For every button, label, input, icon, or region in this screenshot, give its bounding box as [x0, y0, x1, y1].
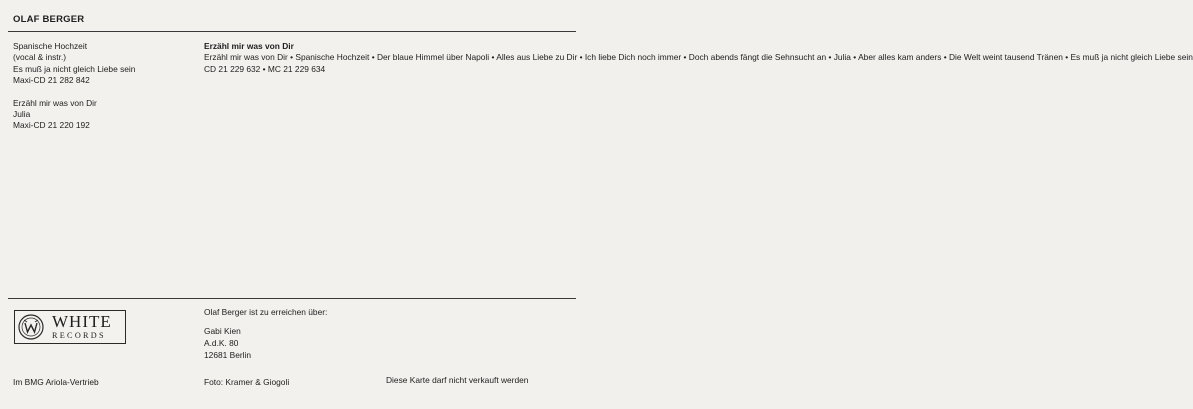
single-2-track: Julia — [13, 109, 31, 120]
logo-word-white: WHITE — [52, 312, 112, 331]
album-tracklist: Erzähl mir was von Dir • Spanische Hochzeit • Der blaue Himmel über Napoli • Alles aus Liebe zu Dir • Ich liebe Dich noch immer • Doch abends fängt die Sehnsucht an • Julia • Aber alles kam anders • Die Welt weint tausend Tränen • Es muß ja nicht gleich Liebe sein — [204, 52, 1193, 63]
single-1-note: (vocal & instr.) — [13, 52, 67, 63]
record-label-emblem-icon — [18, 314, 44, 340]
footer-rule — [8, 298, 576, 299]
contact-name: Gabi Kien — [204, 326, 241, 336]
not-for-sale-notice: Diese Karte darf nicht verkauft werden — [386, 375, 529, 385]
album-column — [204, 41, 1193, 75]
single-2-catalog: Maxi-CD 21 220 192 — [13, 120, 90, 131]
contact-city: 12681 Berlin — [204, 350, 252, 360]
contact-address: A.d.K. 80 — [204, 338, 239, 348]
single-2-title: Erzähl mir was von Dir — [13, 97, 97, 108]
album-title: Erzähl mir was von Dir — [204, 41, 294, 51]
contact-heading: Olaf Berger ist zu erreichen über: — [204, 307, 328, 317]
distribution-note: Im BMG Ariola-Vertrieb — [13, 377, 99, 387]
album-catalog: CD 21 229 632 • MC 21 229 634 — [204, 63, 326, 74]
single-1-track: Es muß ja nicht gleich Liebe sein — [13, 63, 136, 74]
single-1-title: Spanische Hochzeit — [13, 41, 88, 51]
header-rule — [8, 31, 576, 32]
singles-column — [13, 41, 135, 132]
artist-name: OLAF BERGER — [13, 14, 85, 25]
spacer — [13, 87, 135, 98]
single-1-catalog: Maxi-CD 21 282 842 — [13, 75, 90, 86]
logo-word-records: RECORDS — [52, 331, 106, 340]
photo-credit: Foto: Kramer & Giogoli — [204, 377, 290, 387]
white-records-logo — [14, 310, 126, 344]
